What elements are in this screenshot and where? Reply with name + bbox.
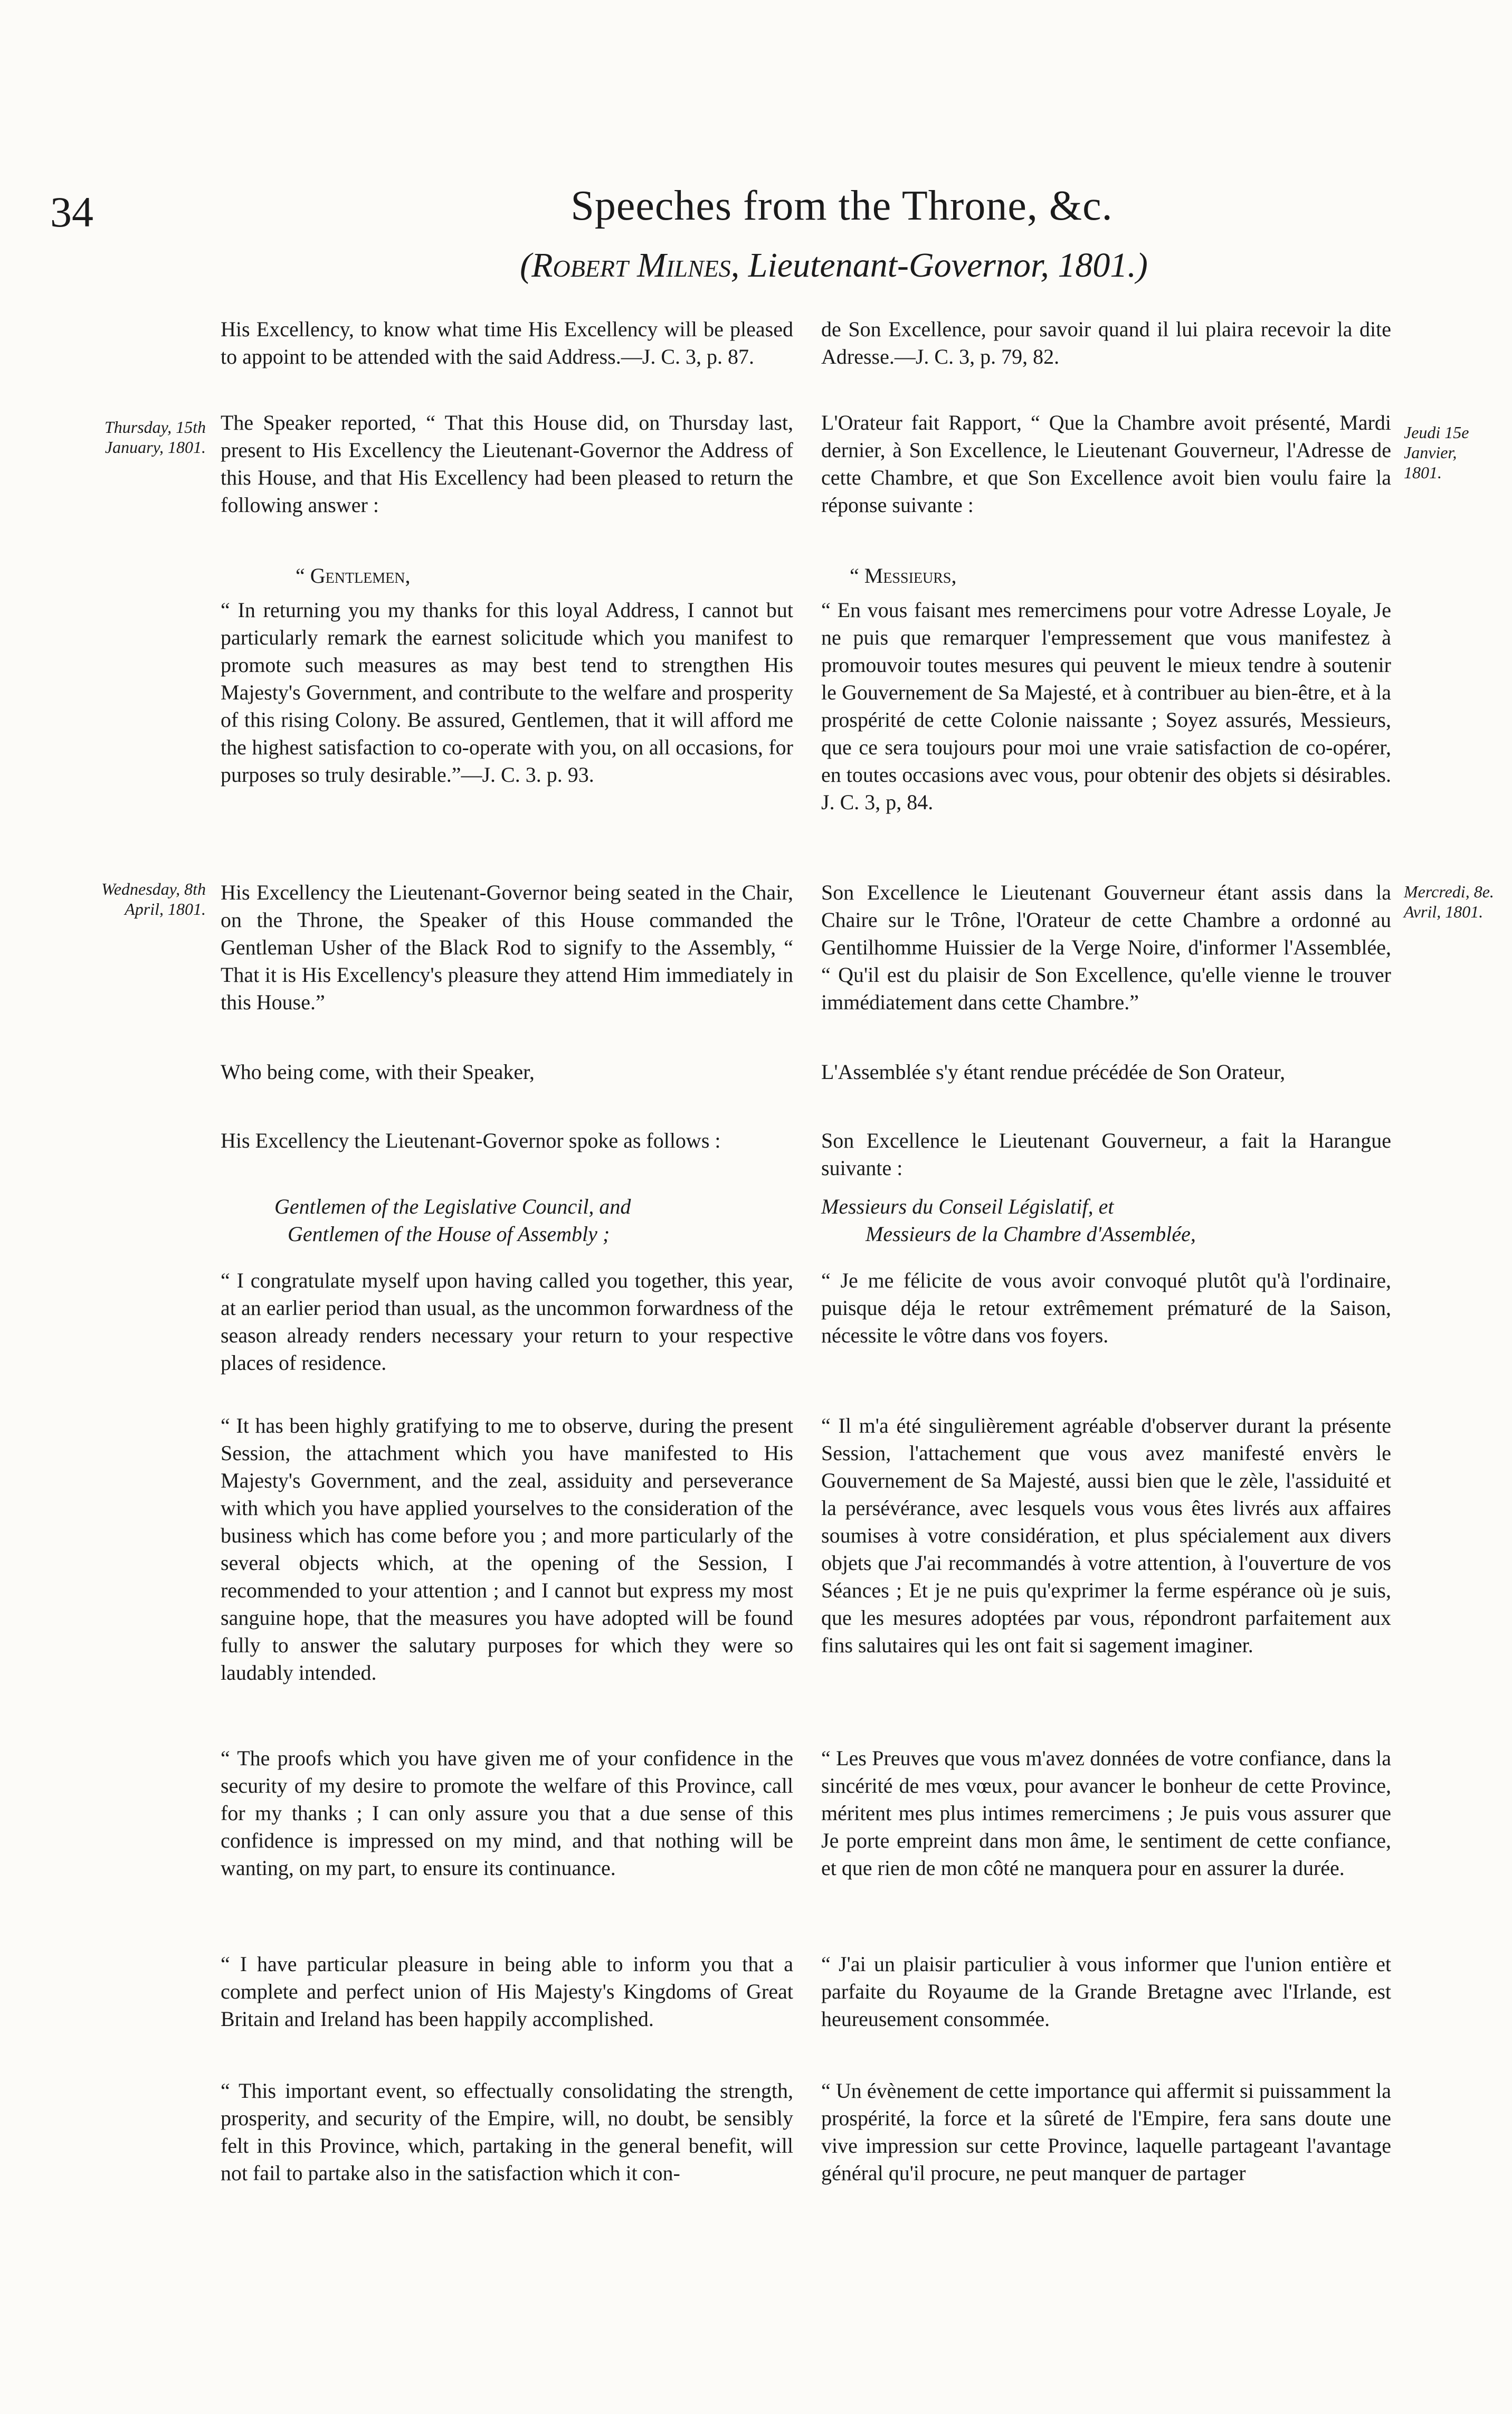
english-p9: “ The proofs which you have given me of your confidence in the security of my desire to promote the welfare of this Province, call for my thanks ; I can only assure you that a due sense of this confidence is impressed on my mind, and that nothing will be wanting, on my part, to ensure its continuance. — [221, 1746, 793, 1880]
french-p7: “ Je me félicite de vous avoir convoqué plutôt qu'à l'ordinaire, puisque déja le retour extrêmement prématuré de la Saison, nécessite le vôtre dans vos foyers. — [821, 1268, 1391, 1347]
english-p10: “ I have particular pleasure in being able to inform you that a complete and perfect union of His Majesty's Kingdoms of Great Britain and Ireland has been happily accomplished. — [221, 1952, 793, 2031]
subheading — [412, 245, 1256, 286]
french-p5: L'Assemblée s'y étant rendue précédée de Son Orateur, — [821, 1060, 1286, 1084]
subheading-prefix: ( — [520, 246, 532, 285]
french-p10: “ J'ai un plaisir particulier à vous informer que l'union entière et parfaite du Royaume de la Grande Bretagne avec l'Irlande, est heureusement consommée. — [821, 1952, 1391, 2031]
french-p2: L'Orateur fait Rapport, “ Que la Chambre avoit présenté, Mardi dernier, à Son Excellence, le Lieutenant Gouverneur, l'Adresse de cette Chambre, et que Son Excellence avoit bien voulu faire la réponse suivante : — [821, 411, 1391, 517]
french-salutation: “ Messieurs, — [850, 564, 957, 588]
french-p4: Son Excellence le Lieutenant Gouverneur étant assis dans la Chaire sur le Trône, l'Orateur de cette Chambre a ordonné au Gentilhomme Huissier de la Verge Noire, d'informer l'Assemblée, “ Qu'il est du plaisir de Son Excellence, qu'elle vienne le trouver immédiatement dans cette Chambre.” — [821, 881, 1391, 1014]
french-p3: “ En vous faisant mes remercimens pour votre Adresse Loyale, Je ne puis que remarquer l'empressement que vous manifestez à promouvoir toutes mesures qui peuvent le mieux tendre à soutenir le Gouvernement de Sa Majesté, et à contribuer au bien-être, et à la prospérité de cette Colonie naissante ; Soyez assurés, Messieurs, que ce sera toujours pour moi une vraie satisfaction de co-opérer, en toutes occasions avec vous, pour obtenir des objets si désirables. J. C. 3, p, 84. — [821, 598, 1391, 814]
running-title: Speeches from the Throne, &c. — [570, 183, 1113, 229]
governor-name: Robert Milnes — [531, 246, 731, 285]
english-p11: “ This important event, so effectually consolidating the strength, prosperity, and security of the Empire, will, no doubt, be sensibly felt in this Province, which, partaking in the general benefit, will not fail to partake also in the satisfaction which it con- — [221, 2079, 793, 2185]
english-p2: The Speaker reported, “ That this House did, on Thursday last, present to His Excellency the Lieutenant-Governor the Address of this House, and that His Excellency had been pleased to return the following answer : — [221, 411, 793, 517]
margin-note-wednesday: Wednesday, 8th April, 1801. — [101, 879, 206, 919]
french-p1: de Son Excellence, pour savoir quand il lui plaira recevoir la dite Adresse.—J. C. 3, p. 79, 82. — [821, 317, 1391, 368]
english-p8: “ It has been highly gratifying to me to observe, during the present Session, the attachment which you have manifested to His Majesty's Government, and the zeal, assiduity and perseverance with which you have applied yourselves to the consideration of the business which has come before you ; and more particularly of the several objects which, at the opening of the Session, I recommended to your attention ; and I cannot but express my most sanguine hope, that the measures you have adopted will be found fully to answer the salutary purposes for which they were so laudably intended. — [221, 1414, 793, 1684]
margin-note-thursday: Thursday, 15th January, 1801. — [104, 418, 206, 457]
french-p9: “ Les Preuves que vous m'avez données de votre confiance, dans la sincérité de mes vœux, pour avancer le bonheur de cette Province, méritent mes plus intimes remercimens ; Je puis vous assurer que Je porte empreint dans mon âme, le sentiment de cette confiance, et que rien de mon côté ne manquera pour en assurer la durée. — [821, 1746, 1391, 1880]
subheading-rest: , Lieutenant-Governor, 1801.) — [730, 246, 1148, 285]
french-p8: “ Il m'a été singulièrement agréable d'observer durant la présente Session, l'attachement que vous avez manifesté envèrs le Gouvernement de Sa Majesté, aussi bien que le zèle, l'assiduité et la persévérance, avec lesquels vous vous êtes livrés aux affaires soumises à votre considération, et plus spécialement aux divers objets que J'ai recommandés à votre attention, à l'ouverture de vos Séances ; Et je ne puis qu'exprimer la ferme espérance où je suis, que les mesures adoptées par vous, répondront parfaitement aux fins salutaires qui les ont fait si sagement imaginer. — [821, 1414, 1391, 1657]
english-address-1: Gentlemen of the Legislative Council, and — [274, 1195, 631, 1218]
page-number: 34 — [50, 188, 93, 236]
margin-note-jeudi: Jeudi 15e Janvier, 1801. — [1404, 423, 1469, 482]
french-p11: “ Un évènement de cette importance qui affermit si puissamment la prospérité, la force et la sûreté de l'Empire, fera sans doute une vive impression sur cette Province, laquelle partageant l'avantage général qu'il procure, ne peut manquer de partager — [821, 2079, 1391, 2185]
french-address-2: Messieurs de la Chambre d'Assemblée, — [866, 1222, 1196, 1246]
english-p6: His Excellency the Lieutenant-Governor spoke as follows : — [221, 1129, 721, 1152]
english-p4: His Excellency the Lieutenant-Governor being seated in the Chair, on the Throne, the Speaker of this House commanded the Gentleman Usher of the Black Rod to signify to the Assembly, “ That it is His Excellency's pleasure they attend Him immediately in this House.” — [221, 881, 793, 1014]
english-address-2: Gentlemen of the House of Assembly ; — [288, 1222, 610, 1246]
french-address-1: Messieurs du Conseil Législatif, et — [821, 1195, 1114, 1218]
english-p5: Who being come, with their Speaker, — [221, 1060, 535, 1084]
english-p7: “ I congratulate myself upon having called you together, this year, at an earlier period than usual, as the uncommon forwardness of the season already renders necessary your return to your respective places of residence. — [221, 1268, 793, 1375]
english-salutation: “ Gentlemen, — [296, 564, 411, 588]
margin-note-mercredi: Mercredi, 8e. Avril, 1801. — [1404, 882, 1494, 921]
english-p3: “ In returning you my thanks for this loyal Address, I cannot but particularly remark the earnest solicitude which you manifest to promote such measures as may best tend to strengthen His Majesty's Government, and contribute to the welfare and prosperity of this rising Colony. Be assured, Gentlemen, that it will afford me the highest satisfaction to co-operate with you, on all occasions, for purposes so truly desirable.”—J. C. 3. p. 93. — [221, 598, 793, 787]
english-p1: His Excellency, to know what time His Excellency will be pleased to appoint to be attended with the said Address.—J. C. 3, p. 87. — [221, 317, 793, 368]
french-p6: Son Excellence le Lieutenant Gouverneur, a fait la Harangue suivante : — [821, 1129, 1391, 1180]
